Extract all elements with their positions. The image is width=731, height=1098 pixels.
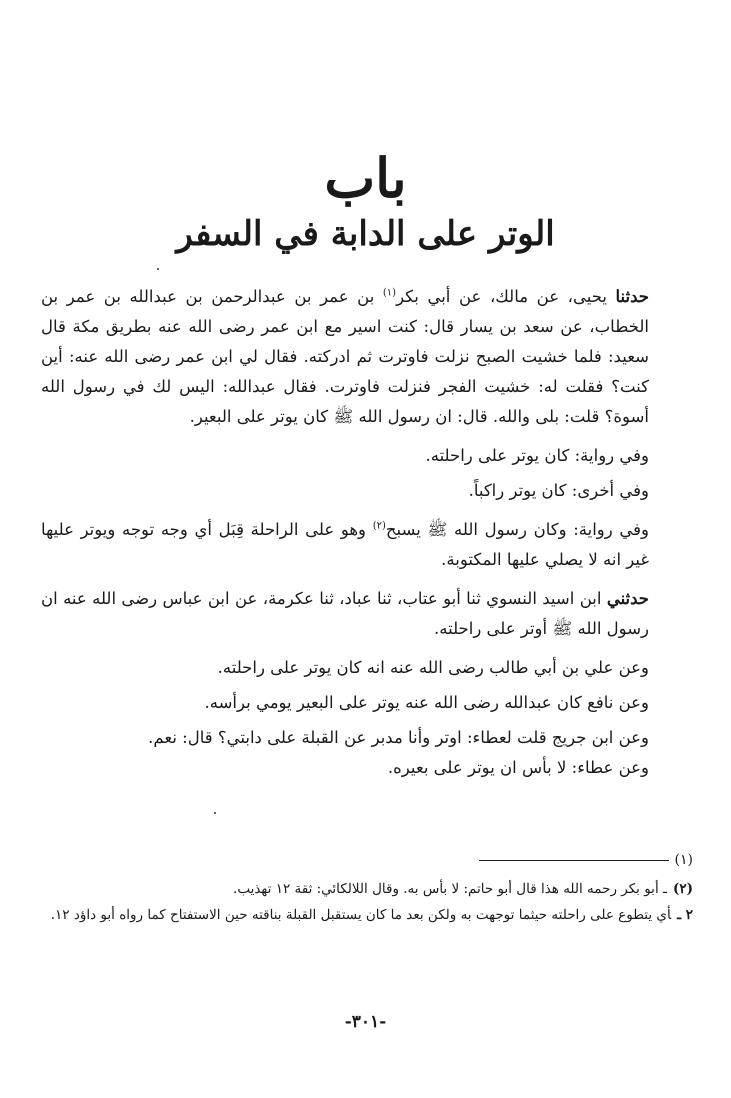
footnote-rule — [479, 860, 669, 861]
paragraph-hadith-1 — [41, 282, 693, 432]
print-speck — [214, 812, 216, 814]
paragraph-lead-word: حدثني — [606, 589, 649, 608]
paragraph-lead-word: حدثنا — [615, 287, 649, 306]
paragraph-text: وهو على الراحلة قِبَل أي وجه توجه ويوتر عليها غير انه لا يصلي عليها المكتوبة. — [41, 520, 649, 569]
chapter-title: باب — [324, 146, 407, 210]
paragraph-narration: وعن ابن جريج قلت لعطاء: اوتر وأنا مدبر عن القبلة على دابتي؟ قال: نعم. — [148, 728, 649, 747]
footnotes — [41, 876, 693, 928]
footnote-marker: (٢) — [672, 881, 693, 897]
print-speck — [157, 268, 159, 270]
footnote-text: ـ أبو بكر رحمه الله هذا قال أبو حاتم: لا بأس به. وقال اللالكائي: ثقة ١٢ تهذيب. — [233, 881, 667, 897]
footnote-reference[interactable]: (٢) — [372, 520, 386, 532]
footnote-2 — [41, 902, 693, 928]
paragraph-text: ابن اسيد النسوي ثنا أبو عتاب، ثنا عباد، ثنا عكرمة، عن ابن عباس رضى الله عنه ان رسول الله ﷺ أوتر على راحلته. — [41, 589, 649, 638]
paragraph-text: يحيى، عن مالك، عن أبي بكر — [396, 287, 616, 306]
footnote-reference[interactable]: (١) — [382, 287, 397, 299]
page-number: -٣٠١- — [344, 1012, 387, 1032]
paragraph-text: وفي رواية: وكان رسول الله ﷺ يسبح — [385, 520, 649, 539]
paragraph-narration: وفي رواية: كان يوتر على راحلته. — [425, 446, 649, 465]
footnote-separator — [41, 848, 693, 872]
paragraph-narration — [41, 515, 693, 575]
footnote-marker: (١) — [674, 852, 693, 868]
paragraph-hadith-2 — [41, 584, 693, 644]
paragraph-narration: وعن نافع كان عبدالله رضى الله عنه يوتر على البعير يومي برأسه. — [204, 693, 649, 712]
footnote-label: ٢ ـ — [677, 907, 693, 923]
paragraph-narration: وعن عطاء: لا بأس ان يوتر على بعيره. — [387, 758, 649, 777]
chapter-subtitle: الوتر على الدابة في السفر — [176, 214, 555, 254]
footnote-1 — [41, 876, 693, 902]
paragraph-text: بن عمر بن عبدالرحمن بن عبدالله بن عمر بن الخطاب، عن سعد بن يسار قال: كنت اسير مع ابن عمر رضى الله عنه بطريق مكة قال سعيد: فلما خشيت الصبح نزلت فاوترت ثم ادركته. فقال لي ابن عمر رضى الله عنه: أين كنت؟ فقلت له: خشيت الفجر فنزلت فاوترت. فقال عبدالله: اليس لك في رسول الله أسوة؟ قلت: بلى والله. قال: ان رسول الله ﷺ كان يوتر على البعير. — [41, 287, 649, 426]
paragraph-narration: وفي أخرى: كان يوتر راكباً. — [468, 481, 649, 500]
paragraph-narration: وعن علي بن أبي طالب رضى الله عنه انه كان يوتر على راحلته. — [217, 658, 649, 677]
main-text — [41, 282, 693, 783]
footnote-text: أي يتطوع على راحلته حيثما توجهت به ولكن بعد ما كان يستقبل القبلة بناقته حين الاستفتاح كما رواه أبو داؤد ١٢. — [50, 907, 672, 923]
